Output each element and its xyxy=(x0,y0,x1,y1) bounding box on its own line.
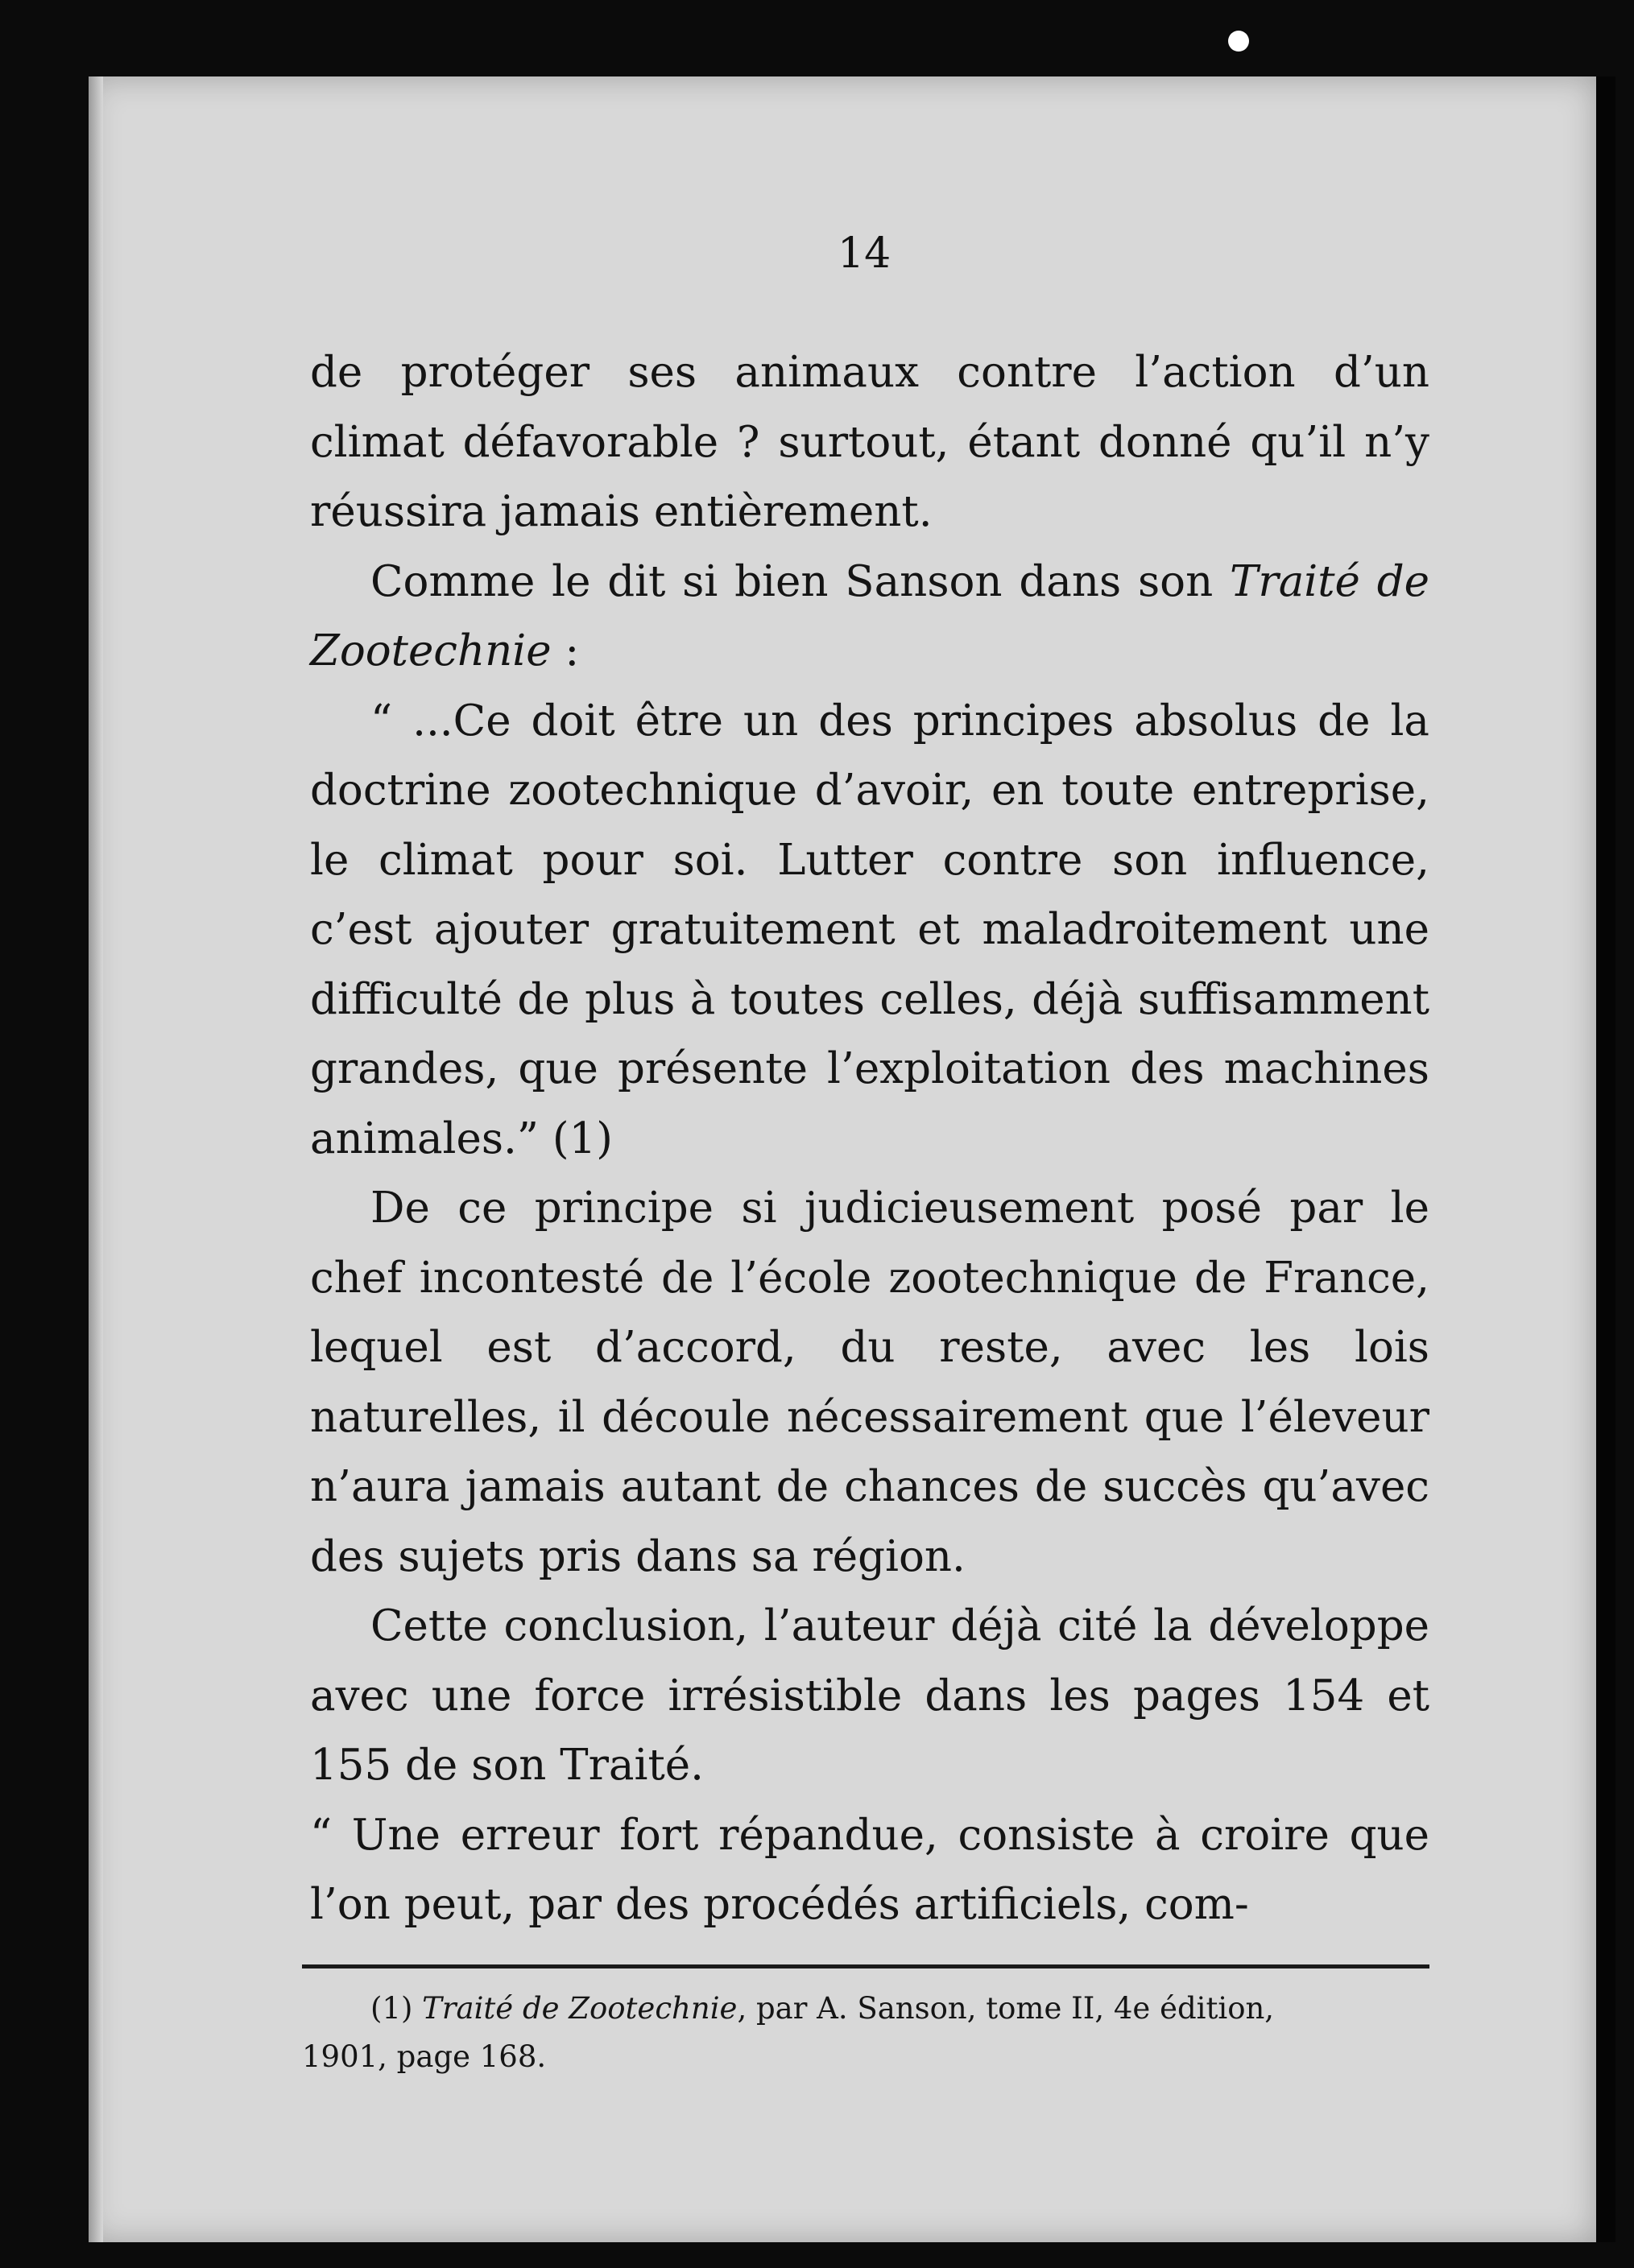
scan-border-right xyxy=(1596,76,1615,2242)
page-number: 14 xyxy=(838,229,891,278)
footnote-line-2: 1901, page 168. xyxy=(302,2039,547,2074)
footnote-citation: , par A. Sanson, tome II, 4e édition, xyxy=(737,1991,1275,2026)
footnote-line-1 xyxy=(302,1985,1429,2033)
paragraph-1: de protéger ses animaux contre l’action d’un climat défavorable ? surtout, étant donné qu’il n’y réussira jamais entièrement. xyxy=(310,348,1429,536)
paragraph-3: De ce principe si judicieusement posé par le chef incontesté de l’école zootechnique de France, lequel est d’accord, du reste, avec les lois naturelles, il découle nécessairement que l’éleveur n’aura jamais autant de chances de succès qu’avec des sujets pris dans sa région. xyxy=(310,1184,1429,1581)
footnote-book-title: Traité de Zootechnie xyxy=(422,1991,738,2026)
footnote-marker: (1) xyxy=(370,1991,423,2026)
paragraph-4: Cette conclusion, l’auteur déjà cité la développe avec une force irrésistible dans les pages 154 et 155 de son Traité. xyxy=(310,1601,1429,1790)
footnote xyxy=(302,1985,1429,2081)
body-text xyxy=(310,338,1429,1940)
book-title: Traité de Zootechnie xyxy=(310,556,1429,675)
paragraph-2-end: : xyxy=(551,626,580,675)
scan-punch-mark xyxy=(1228,31,1249,52)
paragraph-2 xyxy=(310,547,1429,687)
paragraph-2-intro: Comme le dit si bien Sanson dans son xyxy=(370,556,1231,606)
quotation-2: “ Une erreur fort répandue, consiste à croire que l’on peut, par des procédés artificiels, com- xyxy=(310,1810,1429,1929)
footnote-divider xyxy=(302,1964,1429,1968)
page-left-edge xyxy=(89,76,103,2242)
quotation-1: “ ...Ce doit être un des principes absolus de la doctrine zootechnique d’avoir, en toute entreprise, le climat pour soi. Lutter contre son influence, c’est ajouter gratuitement et maladroitement une difficulté de plus à toutes celles, déjà suffisamment grandes, que présente l’exploitation des machines animales.” (1) xyxy=(310,696,1429,1163)
